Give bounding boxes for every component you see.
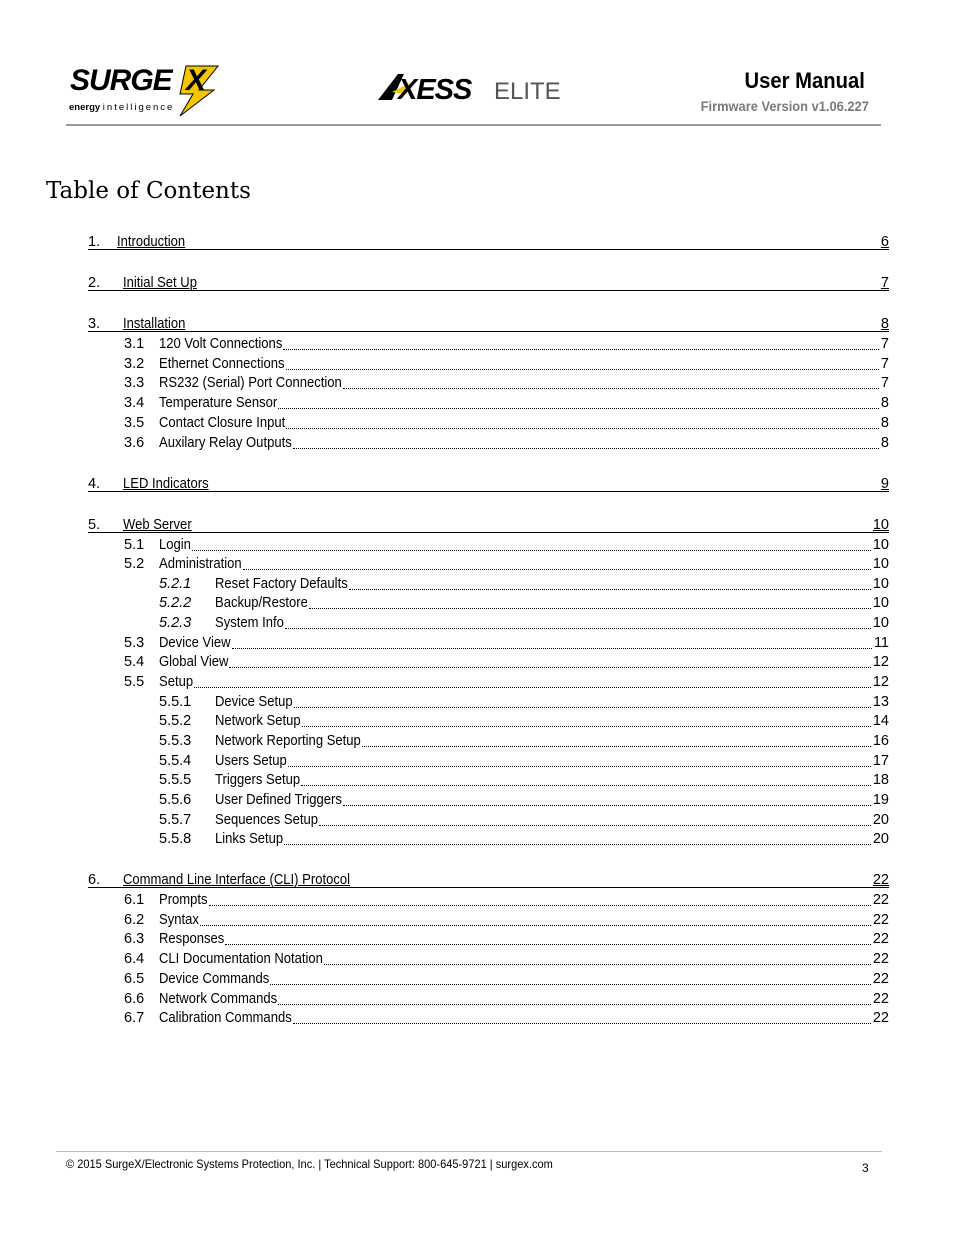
toc-entry-page[interactable]: 12 [872, 654, 889, 670]
toc-entry-label[interactable]: Network Setup [215, 713, 301, 729]
toc-entry-underline [88, 331, 889, 332]
toc-entry-page[interactable]: 8 [880, 435, 889, 451]
toc-entry-page[interactable]: 22 [872, 1010, 889, 1026]
toc-entry-number: 5.3 [124, 635, 145, 651]
toc-entry-page[interactable]: 8 [880, 395, 889, 411]
toc-entry-number: 5.5.5 [159, 772, 192, 788]
toc-entry-label[interactable]: Users Setup [215, 753, 287, 769]
toc-entry-label[interactable]: Network Commands [159, 991, 278, 1007]
toc-entry-number: 5.5.4 [159, 753, 192, 769]
toc-entry-number: 5.2.3 [159, 615, 192, 631]
toc-entry-label[interactable]: CLI Documentation Notation [159, 951, 323, 967]
toc-dot-leader [229, 667, 870, 668]
toc-entry-label[interactable]: Initial Set Up [123, 275, 197, 291]
toc-dot-leader [232, 648, 872, 649]
toc-dot-leader [209, 905, 871, 906]
toc-entry[interactable] [0, 273, 954, 293]
toc-dot-leader [270, 984, 871, 985]
toc-dot-leader [288, 766, 871, 767]
toc-entry[interactable] [0, 613, 954, 633]
toc-dot-leader [283, 349, 879, 350]
toc-entry[interactable] [0, 949, 954, 969]
toc-entry-number: 5.5.2 [159, 713, 192, 729]
toc-entry-page[interactable]: 17 [872, 753, 889, 769]
toc-entry-page[interactable]: 13 [872, 694, 889, 710]
toc-entry-label[interactable]: Command Line Interface (CLI) Protocol [123, 872, 351, 888]
toc-entry-page[interactable]: 22 [872, 931, 889, 947]
toc-entry-number: 5.2.1 [159, 576, 192, 592]
toc-dot-leader [284, 844, 871, 845]
toc-dot-leader [343, 805, 871, 806]
toc-entry-label[interactable]: Web Server [123, 517, 192, 533]
toc-entry-number: 1. [88, 234, 101, 250]
toc-entry-page[interactable]: 10 [872, 556, 889, 572]
toc-dot-leader [286, 428, 879, 429]
toc-entry-page[interactable]: 18 [872, 772, 889, 788]
toc-entry-number: 5.5.1 [159, 694, 192, 710]
toc-dot-leader [293, 448, 879, 449]
toc-entry-page[interactable]: 22 [872, 892, 889, 908]
toc-entry-page[interactable]: 20 [872, 831, 889, 847]
toc-entry[interactable] [0, 910, 954, 930]
toc-entry[interactable] [0, 929, 954, 949]
toc-entry[interactable] [0, 554, 954, 574]
toc-entry-page[interactable]: 10 [872, 615, 889, 631]
toc-entry-page[interactable]: 8 [880, 316, 889, 332]
toc-entry-page[interactable]: 10 [872, 576, 889, 592]
toc-entry-page[interactable]: 19 [872, 792, 889, 808]
toc-entry-label[interactable]: Introduction [117, 234, 186, 250]
svg-text:X: X [186, 64, 207, 97]
svg-text:SURGE: SURGE [70, 64, 172, 97]
toc-entry-number: 6.5 [124, 971, 145, 987]
toc-entry-label[interactable]: Links Setup [215, 831, 284, 847]
toc-entry-underline [88, 887, 889, 888]
page-header [0, 0, 954, 130]
toc-entry-number: 6.3 [124, 931, 145, 947]
toc-entry-number: 4. [88, 476, 101, 492]
toc-entry-label[interactable]: Backup/Restore [215, 595, 308, 611]
toc-dot-leader [309, 608, 871, 609]
toc-entry[interactable] [0, 770, 954, 790]
toc-entry-page[interactable]: 9 [880, 476, 889, 492]
toc-entry[interactable] [0, 373, 954, 393]
toc-entry-label[interactable]: Responses [159, 931, 225, 947]
toc-entry-label[interactable]: LED Indicators [123, 476, 209, 492]
toc-entry-label[interactable]: Setup [159, 674, 194, 690]
toc-entry-number: 2. [88, 275, 101, 291]
svg-text:XESS: XESS [398, 74, 472, 106]
toc-dot-leader [324, 964, 871, 965]
toc-dot-leader [302, 726, 871, 727]
toc-entry[interactable] [0, 652, 954, 672]
toc-entry-page[interactable]: 16 [872, 733, 889, 749]
toc-dot-leader [319, 825, 871, 826]
toc-entry-number: 6.4 [124, 951, 145, 967]
toc-entry-label[interactable]: User Defined Triggers [215, 792, 342, 808]
toc-entry-page[interactable]: 10 [872, 537, 889, 553]
toc-entry-label[interactable]: Sequences Setup [215, 812, 319, 828]
toc-entry[interactable] [0, 829, 954, 849]
toc-entry-number: 6.1 [124, 892, 145, 908]
toc-entry-number: 5.5 [124, 674, 145, 690]
toc-dot-leader [293, 1023, 871, 1024]
toc-entry-page[interactable]: 22 [872, 912, 889, 928]
firmware-version: Firmware Version v1.06.227 [700, 98, 869, 114]
toc-entry[interactable] [0, 731, 954, 751]
toc-entry-page[interactable]: 7 [880, 356, 889, 372]
toc-entry-label[interactable]: Triggers Setup [215, 772, 301, 788]
toc-entry-page[interactable]: 22 [872, 971, 889, 987]
toc-entry-number: 3.5 [124, 415, 145, 431]
toc-entry-label[interactable]: Syntax [159, 912, 199, 928]
toc-entry-page[interactable]: 10 [872, 595, 889, 611]
svg-text:ELITE: ELITE [494, 78, 561, 105]
toc-entry-number: 5.4 [124, 654, 145, 670]
toc-entry-page[interactable]: 7 [880, 336, 889, 352]
toc-entry[interactable] [0, 890, 954, 910]
surgex-logo [68, 54, 240, 116]
toc-entry-number: 6.2 [124, 912, 145, 928]
toc-title: Table of Contents [46, 178, 251, 204]
toc-dot-leader [301, 785, 871, 786]
toc-entry[interactable] [0, 314, 954, 334]
toc-entry-page[interactable]: 22 [872, 991, 889, 1007]
toc-entry-label[interactable]: Contact Closure Input [159, 415, 286, 431]
toc-entry-label[interactable]: Calibration Commands [159, 1010, 292, 1026]
toc-entry-page[interactable]: 22 [872, 951, 889, 967]
toc-dot-leader [200, 925, 871, 926]
toc-entry[interactable] [0, 672, 954, 692]
toc-entry-number: 5.5.8 [159, 831, 192, 847]
toc-entry-number: 5.5.3 [159, 733, 192, 749]
toc-dot-leader [278, 1004, 871, 1005]
toc-entry-underline [88, 491, 889, 492]
toc-dot-leader [349, 589, 871, 590]
toc-dot-leader [294, 707, 871, 708]
toc-entry[interactable] [0, 535, 954, 555]
toc-entry[interactable] [0, 751, 954, 771]
toc-entry-number: 5.1 [124, 537, 145, 553]
toc-entry-page[interactable]: 14 [872, 713, 889, 729]
toc-entry[interactable] [0, 989, 954, 1009]
page-number: 3 [862, 1161, 869, 1175]
footer-copyright: © 2015 SurgeX/Electronic Systems Protection, Inc. | Technical Support: 800-645-9721 | surgex.com [66, 1157, 553, 1171]
toc-entry-page[interactable]: 6 [880, 234, 889, 250]
toc-entry-label[interactable]: Reset Factory Defaults [215, 576, 348, 592]
toc-entry-label[interactable]: System Info [215, 615, 284, 631]
toc-entry[interactable] [0, 711, 954, 731]
toc-entry-number: 3.6 [124, 435, 145, 451]
toc-entry-number: 3.2 [124, 356, 145, 372]
toc-entry-number: 3.1 [124, 336, 145, 352]
toc-entry-label[interactable]: 120 Volt Connections [159, 336, 283, 352]
header-divider [66, 124, 881, 126]
toc-entry[interactable] [0, 810, 954, 830]
toc-dot-leader [192, 550, 871, 551]
toc-entry-label[interactable]: Installation [123, 316, 186, 332]
toc-entry[interactable] [0, 515, 954, 535]
toc-entry-page[interactable]: 12 [872, 674, 889, 690]
toc-entry-underline [88, 532, 889, 533]
toc-entry-number: 5.2.2 [159, 595, 192, 611]
toc-entry-label[interactable]: Device Setup [215, 694, 293, 710]
toc-dot-leader [243, 569, 871, 570]
toc-entry[interactable] [0, 692, 954, 712]
toc-entry-number: 6. [88, 872, 101, 888]
toc-entry-number: 5. [88, 517, 101, 533]
toc-entry-label[interactable]: Device Commands [159, 971, 270, 987]
toc-entry-number: 6.6 [124, 991, 145, 1007]
toc-entry[interactable] [0, 593, 954, 613]
toc-entry-number: 5.5.6 [159, 792, 192, 808]
footer-divider [56, 1151, 882, 1152]
toc-dot-leader [362, 746, 871, 747]
toc-entry[interactable] [0, 474, 954, 494]
toc-entry[interactable] [0, 574, 954, 594]
toc-entry-number: 5.2 [124, 556, 145, 572]
toc-dot-leader [285, 628, 871, 629]
toc-dot-leader [194, 687, 871, 688]
toc-entry-page[interactable]: 10 [872, 517, 889, 533]
toc-entry-number: 3.4 [124, 395, 145, 411]
toc-entry-page[interactable]: 20 [872, 812, 889, 828]
toc-entry-number: 5.5.7 [159, 812, 192, 828]
toc-entry[interactable] [0, 870, 954, 890]
toc-dot-leader [343, 388, 879, 389]
toc-entry[interactable] [0, 1008, 954, 1028]
toc-dot-leader [225, 944, 871, 945]
toc-entry[interactable] [0, 633, 954, 653]
toc-entry[interactable] [0, 969, 954, 989]
toc-entry-label[interactable]: Prompts [159, 892, 208, 908]
toc-entry-underline [88, 290, 889, 291]
toc-entry-label[interactable]: Temperature Sensor [159, 395, 278, 411]
toc-entry-label[interactable]: Auxilary Relay Outputs [159, 435, 292, 451]
toc-entry-label[interactable]: Device View [159, 635, 231, 651]
toc-entry-label[interactable]: Ethernet Connections [159, 356, 285, 372]
toc-entry[interactable] [0, 433, 954, 453]
toc-entry-label[interactable]: Login [159, 537, 191, 553]
toc-entry-label[interactable]: Administration [159, 556, 242, 572]
toc-entry[interactable] [0, 393, 954, 413]
toc-entry-label[interactable]: Network Reporting Setup [215, 733, 361, 749]
toc-entry[interactable] [0, 413, 954, 433]
toc-entry-page[interactable]: 11 [873, 635, 889, 651]
toc-dot-leader [286, 369, 879, 370]
toc-entry[interactable] [0, 354, 954, 374]
toc-entry-underline [88, 249, 889, 250]
toc-entry-number: 3. [88, 316, 101, 332]
toc-entry[interactable] [0, 232, 954, 252]
svg-text:energy intelligence: energy intelligence [69, 102, 175, 113]
toc-entry-page[interactable]: 7 [880, 275, 889, 291]
toc-entry-label[interactable]: Global View [159, 654, 229, 670]
toc-entry-label[interactable]: RS232 (Serial) Port Connection [159, 375, 342, 391]
toc-entry-page[interactable]: 22 [872, 872, 889, 888]
toc-entry-number: 3.3 [124, 375, 145, 391]
manual-title: User Manual [744, 68, 865, 93]
toc-entry[interactable] [0, 334, 954, 354]
toc-entry-page[interactable]: 8 [880, 415, 889, 431]
toc-dot-leader [278, 408, 879, 409]
axess-elite-logo [376, 70, 561, 106]
toc-entry-page[interactable]: 7 [880, 375, 889, 391]
toc-entry-number: 6.7 [124, 1010, 145, 1026]
toc-entry[interactable] [0, 790, 954, 810]
